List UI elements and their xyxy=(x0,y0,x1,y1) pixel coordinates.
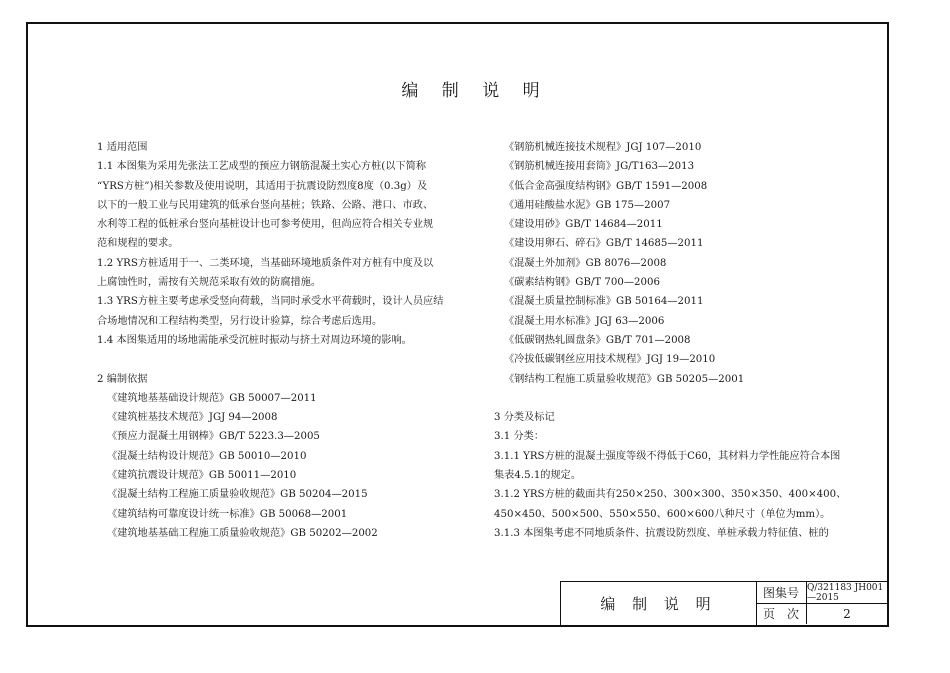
text-line: 3.1.3 本图集考虑不同地质条件、抗震设防烈度、单桩承载力特征值、桩的 xyxy=(494,527,829,539)
text-line: “YRS方桩”)相关参数及使用说明，其适用于抗震设防烈度8度（0.3g）及 xyxy=(97,180,428,192)
reference-item: 《建筑抗震设计规范》GB 50011—2010 xyxy=(107,470,297,482)
page-title: 编 制 说 明 xyxy=(401,81,549,101)
reference-item: 《通用硅酸盐水泥》GB 175—2007 xyxy=(504,199,671,211)
text-line: 450×450、500×500、550×550、600×600八种尺寸（单位为mm）。 xyxy=(494,508,831,520)
reference-item: 《混凝土外加剂》GB 8076—2008 xyxy=(504,257,667,269)
text-line: 1.1 本图集为采用先张法工艺成型的预应力钢筋混凝土实心方桩(以下简称 xyxy=(97,161,427,173)
reference-item: 《钢筋机械连接用套筒》JG/T163—2013 xyxy=(504,161,695,173)
title-block-atlas-row xyxy=(756,582,887,604)
reference-item: 《低合金高强度结构钢》GB/T 1591—2008 xyxy=(504,180,708,192)
text-line: 合场地情况和工程结构类型，另行设计验算，综合考虑后选用。 xyxy=(97,315,383,327)
section-heading-basis: 2 编制依据 xyxy=(97,373,148,385)
reference-item: 《预应力混凝土用钢棒》GB/T 5223.3—2005 xyxy=(107,431,320,443)
left-column xyxy=(97,138,443,543)
right-column xyxy=(494,138,846,543)
reference-item: 《建筑地基基础设计规范》GB 50007—2011 xyxy=(107,392,317,404)
reference-item: 《碳素结构钢》GB/T 700—2006 xyxy=(504,277,660,289)
title-block xyxy=(560,581,887,625)
reference-item: 《混凝土用水标准》JGJ 63—2006 xyxy=(504,315,665,327)
reference-item: 《建设用砂》GB/T 14684—2011 xyxy=(504,219,663,231)
text-line: 3.1 分类： xyxy=(494,431,545,443)
reference-item: 《钢筋机械连接技术规程》JGJ 107—2010 xyxy=(504,142,702,153)
page-label: 页 次 xyxy=(756,603,807,624)
text-line: 集表4.5.1的规定。 xyxy=(494,470,582,482)
text-line: 3.1.2 YRS方桩的截面共有250×250、300×300、350×350、400×400、 xyxy=(494,489,847,501)
section-heading-scope: 1 适用范围 xyxy=(97,142,148,153)
reference-item: 《冷拔低碳钢丝应用技术规程》JGJ 19—2010 xyxy=(504,354,716,366)
text-line: 1.2 YRS方桩适用于一、二类环境，当基础环境地质条件对方桩有中度及以 xyxy=(97,257,434,269)
text-line: 上腐蚀性时，需按有关规范采取有效的防腐措施。 xyxy=(97,277,322,289)
reference-item: 《混凝土结构设计规范》GB 50010—2010 xyxy=(107,450,307,462)
title-block-page-row xyxy=(756,603,887,624)
reference-item: 《混凝土结构工程施工质量验收规范》GB 50204—2015 xyxy=(107,489,368,501)
title-block-title: 编 制 说 明 xyxy=(561,582,757,625)
reference-item: 《建筑结构可靠度设计统一标准》GB 50068—2001 xyxy=(107,508,348,520)
reference-item: 《低碳钢热轧圆盘条》GB/T 701—2008 xyxy=(504,334,691,346)
text-line: 3.1.1 YRS方桩的混凝土强度等级不得低于C60，其材料力学性能应符合本图 xyxy=(494,450,841,462)
text-line: 1.4 本图集适用的场地需能承受沉桩时振动与挤土对周边环境的影响。 xyxy=(97,334,412,346)
text-line: 1.3 YRS方桩主要考虑承受竖向荷载，当同时承受水平荷载时，设计人员应结 xyxy=(97,296,444,308)
atlas-label: 图集号 xyxy=(756,582,807,603)
text-line: 范和规程的要求。 xyxy=(97,238,179,250)
reference-item: 《建设用卵石、碎石》GB/T 14685—2011 xyxy=(504,238,704,250)
reference-item: 《建筑地基基础工程施工质量验收规范》GB 50202—2002 xyxy=(107,527,378,539)
reference-item: 《混凝土质量控制标准》GB 50164—2011 xyxy=(504,296,704,308)
reference-item: 《建筑桩基技术规范》JGJ 94—2008 xyxy=(107,412,278,424)
section-heading-classification: 3 分类及标记 xyxy=(494,412,555,424)
text-line: 水利等工程的低桩承台竖向基桩设计也可参考使用，但尚应符合相关专业规 xyxy=(97,219,434,231)
atlas-number: Q/321183 JH001—2015 xyxy=(807,582,884,603)
reference-item: 《钢结构工程施工质量验收规范》GB 50205—2001 xyxy=(504,373,745,385)
page-number: 2 xyxy=(843,606,851,621)
text-line: 以下的一般工业与民用建筑的低承台竖向基桩；铁路、公路、港口、市政、 xyxy=(97,199,434,211)
